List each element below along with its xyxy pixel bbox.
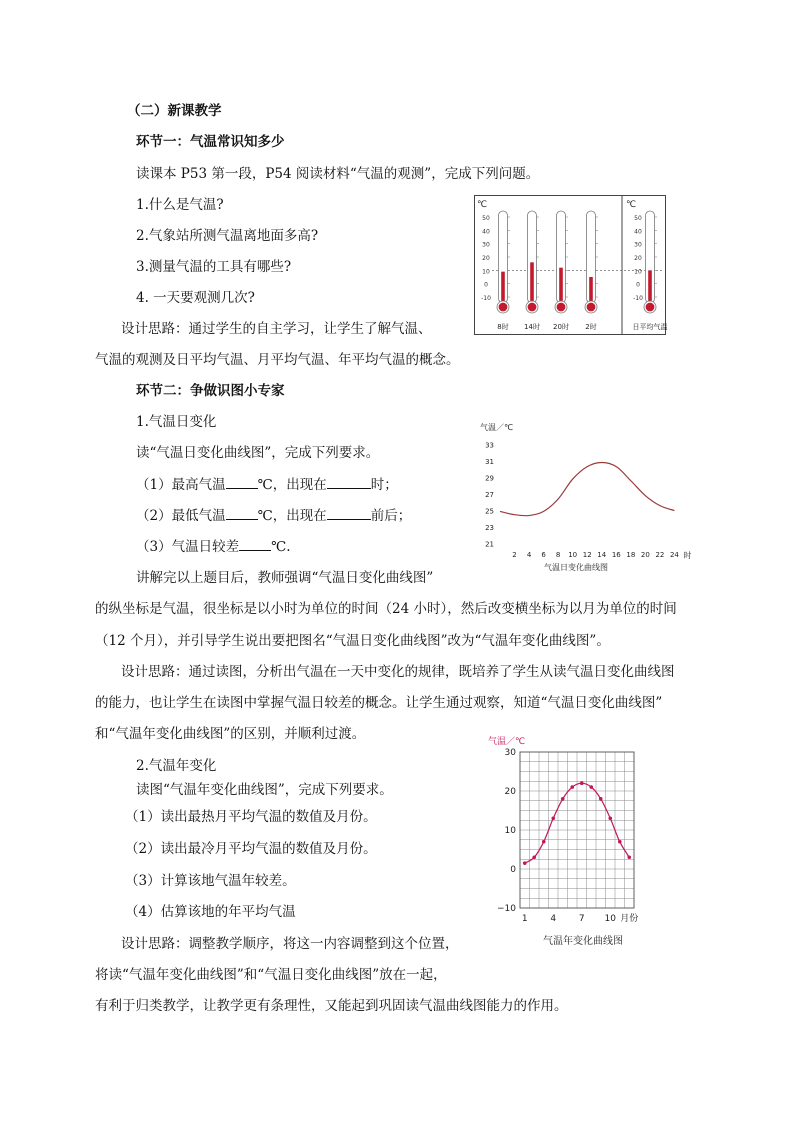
annual-question-3: （3）计算该地气温年较差。 [125,873,296,889]
design-note-3b: 将读“气温年变化曲线图”和“气温日变化曲线图”放在一起， [95,967,447,983]
x-axis-unit: 月份 [620,914,639,924]
y-tick-label: 33 [485,441,494,450]
daily-chart-instruction: 读“气温日变化曲线图”，完成下列要求。 [136,445,380,461]
data-point [618,840,622,844]
data-point [551,817,555,821]
x-tick-label: 10 [604,914,616,924]
design-note-2b: 的能力，也让学生在读图中掌握气温日较差的概念。让学生通过观察，知道“气温日变化曲线图” [95,695,663,711]
data-point [599,797,603,801]
x-axis-unit: 时 [683,551,692,560]
time-label: 8时 [497,323,509,331]
mercury-column [501,272,505,305]
mercury-column [648,270,652,305]
y-tick-label: −10 [497,904,516,914]
chart-title: 气温年变化曲线图 [543,936,623,947]
design-note-2a: 设计思路：通过读图，分析出气温在一天中变化的规律，既培养了学生从读气温日变化曲线图 [121,664,675,680]
question-3: 3.测量气温的工具有哪些? [136,259,292,275]
blank-question-2: （2）最低气温 ℃，出现在 前后； [136,508,412,524]
mercury-column [559,268,563,305]
x-tick-label: 24 [669,551,679,559]
step1-heading: 环节一：气温常识知多少 [136,134,285,150]
question-1: 1.什么是气温? [136,197,224,213]
x-tick-label: 4 [550,914,557,924]
mercury-column [530,262,534,305]
thermometer-bulb [528,303,537,312]
thermometer-bulb [587,303,596,312]
time-label: 20时 [553,323,569,331]
y-tick-label: 10 [504,826,516,836]
blank-question-1: （1）最高气温 ℃，出现在 时； [136,477,398,493]
x-tick-label: 1 [521,914,528,924]
thermometer-bulb [646,303,655,312]
question-4: 4. 一天要观测几次? [136,290,255,306]
question-2: 2.气象站所测气温离地面多高? [136,228,319,244]
chart-title: 气温日变化曲线图 [544,563,608,572]
answer-blank[interactable] [327,507,371,520]
x-tick-label: 14 [597,551,607,559]
design-note-3c: 有利于归类教学，让教学更有条理性，又能起到巩固读气温曲线图能力的作用。 [95,998,568,1014]
x-tick-label: 2 [512,551,517,559]
scale-label: 30 [482,241,490,249]
x-tick-label: 10 [568,551,578,559]
scale-label: 20 [634,255,642,262]
answer-blank[interactable] [239,538,271,551]
paragraph-1-line-2: 的纵坐标是气温，很坐标是以小时为单位的时间（24 小时），然后改变横坐标为以月为单位的时间 [95,601,677,617]
step1-intro: 读课本 P53 第一段，P54 阅读材料“气温的观测”，完成下列问题。 [136,166,540,182]
answer-blank[interactable] [327,476,371,489]
y-tick-label: 31 [485,457,494,466]
thermometer-bulb [557,303,566,312]
y-axis-label: 气温／℃ [488,737,526,747]
answer-blank[interactable] [226,507,258,520]
x-tick-label: 4 [526,551,532,559]
unit-label: ℃ [626,200,637,210]
paragraph-1-line-1: 讲解完以上题目后，教师强调“气温日变化曲线图” [136,570,434,586]
scale-label: 10 [634,268,642,276]
y-tick-label: 29 [485,474,494,483]
thermometer-bulb [499,303,508,312]
data-point [608,817,612,821]
data-point [532,856,536,860]
scale-label: -10 [633,295,643,302]
scale-label: 50 [634,215,642,222]
x-tick-label: 22 [655,551,665,559]
thermometer-figure [474,195,666,335]
scale-label: 30 [634,241,642,249]
data-point [570,785,574,789]
design-note-1a: 设计思路：通过学生的自主学习，让学生了解气温、 [121,321,432,337]
time-label: 日平均气温 [632,323,668,331]
data-point [561,797,565,801]
x-tick-label: 20 [640,551,650,559]
data-point [627,856,631,860]
data-point [589,785,593,789]
y-tick-label: 27 [485,491,494,499]
y-tick-label: 21 [485,540,494,549]
y-tick-label: 20 [504,787,516,797]
x-tick-label: 6 [541,551,546,559]
design-note-3a: 设计思路：调整教学顺序，将这一内容调整到这个位置， [121,936,459,952]
scale-label: 0 [636,281,640,289]
scale-label: 10 [482,268,490,276]
daily-temperature-chart [478,418,692,578]
daily-temperature-curve [500,463,674,516]
blank-question-3: （3）气温日较差 ℃. [136,539,291,555]
y-tick-label: 30 [504,748,516,758]
section-title: （二）新课教学 [127,103,222,119]
y-tick-label: 25 [485,507,494,516]
daily-change-subtitle: 1.气温日变化 [136,414,217,430]
x-tick-label: 18 [626,551,636,559]
step2-heading: 环节二：争做识图小专家 [136,383,285,399]
scale-label: -10 [481,295,491,302]
scale-label: 50 [482,215,490,222]
scale-label: 40 [634,228,642,236]
scale-label: 40 [482,228,490,236]
annual-temperature-chart [486,730,666,952]
scale-label: 20 [482,255,490,262]
time-label: 2时 [585,323,597,331]
scale-label: 0 [484,281,488,289]
x-tick-label: 8 [555,551,561,559]
unit-label: ℃ [477,200,488,210]
design-note-2c: 和“气温年变化曲线图”的区别，并顺利过渡。 [95,726,366,742]
data-point [523,861,527,865]
annual-question-4: （4）估算该地的年平均气温 [125,904,296,920]
x-tick-label: 16 [611,551,621,559]
design-note-1b: 气温的观测及日平均气温、月平均气温、年平均气温的概念。 [95,352,460,368]
annual-question-2: （2）读出最冷月平均气温的数值及月份。 [125,841,377,857]
x-tick-label: 12 [582,551,592,559]
annual-question-1: （1）读出最热月平均气温的数值及月份。 [125,809,377,825]
y-tick-label: 0 [510,865,516,875]
y-axis-label: 气温／℃ [480,423,513,432]
annual-chart-instruction: 读图“气温年变化曲线图”，完成下列要求。 [136,782,393,798]
x-tick-label: 7 [578,914,585,924]
y-tick-label: 23 [485,524,494,533]
data-point [542,840,546,844]
annual-change-subtitle: 2.气温年变化 [136,758,217,774]
paragraph-1-line-3: （12 个月），并引导学生说出要把图名“气温日变化曲线图”改为“气温年变化曲线图”。 [95,633,610,649]
data-point [580,781,584,785]
time-label: 14时 [524,323,540,331]
answer-blank[interactable] [226,476,258,489]
